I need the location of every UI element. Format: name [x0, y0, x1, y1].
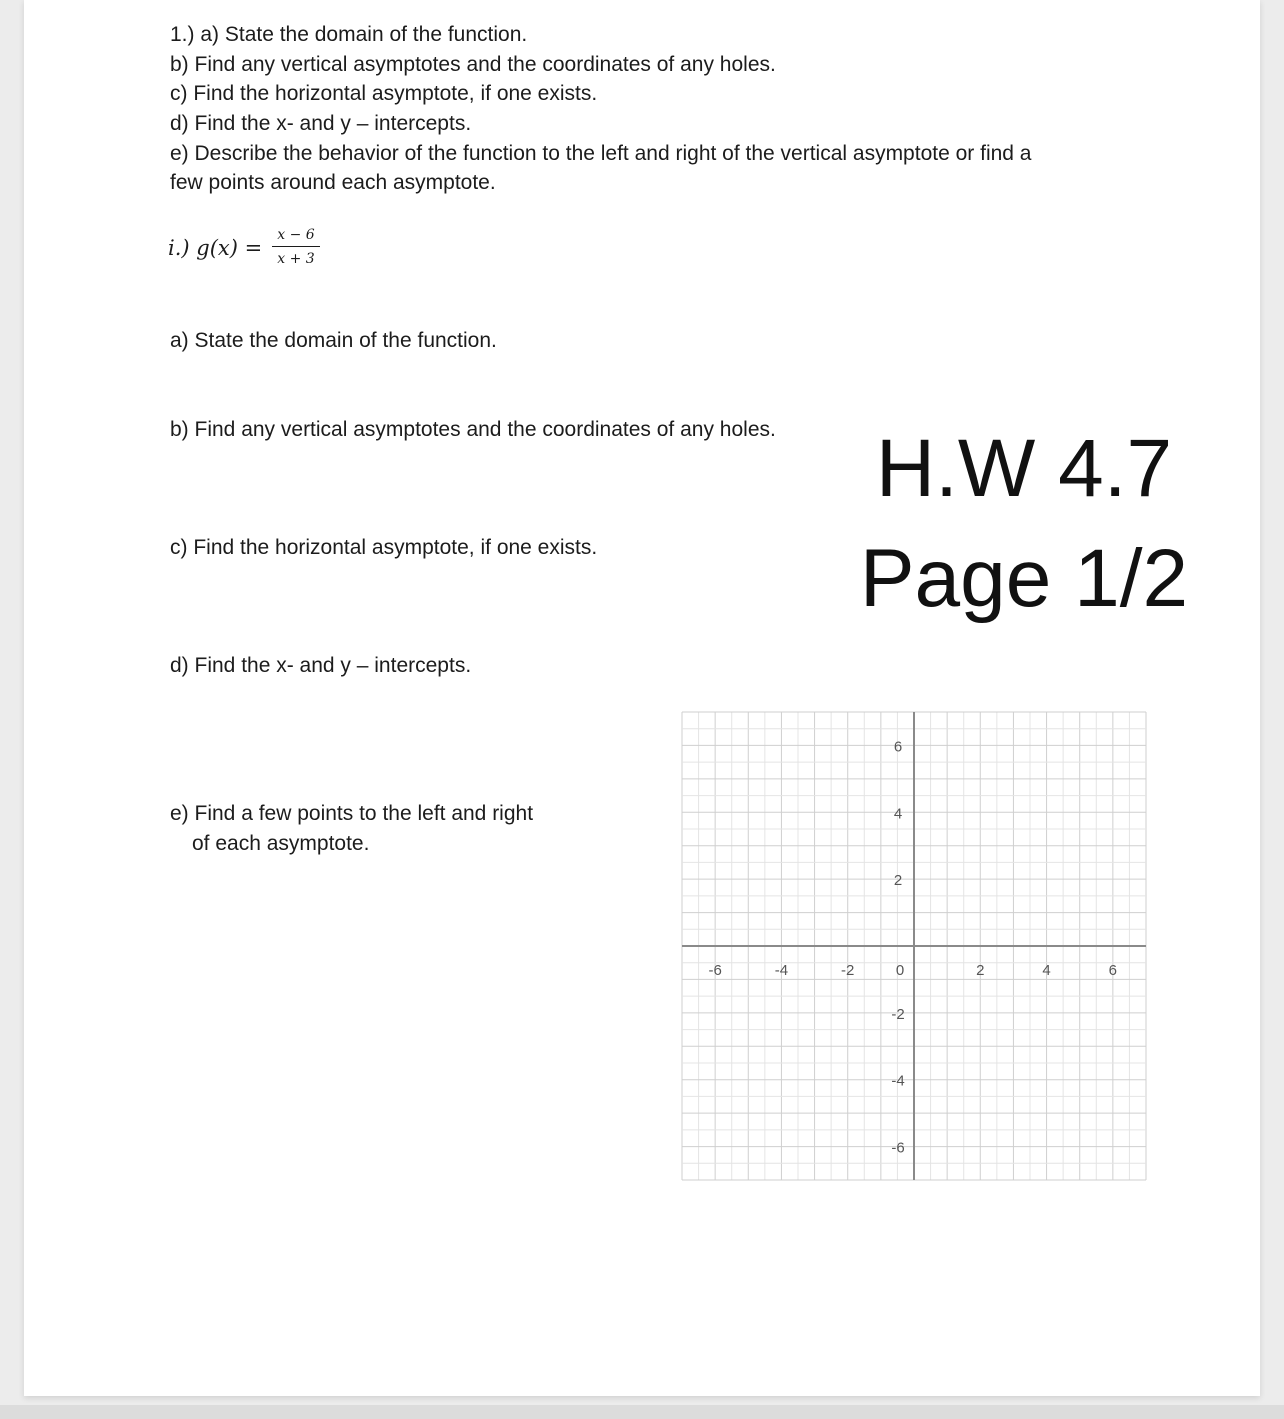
- function-fraction: [272, 226, 320, 268]
- function-label: i.) g(x) =: [168, 236, 263, 260]
- y-tick-label: -6: [891, 1139, 905, 1157]
- fraction-bar: [272, 246, 320, 247]
- y-tick-label: 4: [893, 805, 903, 823]
- x-tick-label: -4: [774, 962, 789, 979]
- worksheet-page: [24, 0, 1260, 1396]
- fraction-numerator: x − 6: [277, 227, 315, 243]
- instruction-line-5: e) Describe the behavior of the function to the left and right of the vertical asymptote or find a: [170, 142, 1032, 165]
- part-a-prompt: a) State the domain of the function.: [170, 329, 497, 352]
- x-tick-label: 6: [1108, 962, 1118, 979]
- part-e-prompt-line2: of each asymptote.: [192, 832, 370, 855]
- x-tick-label: -6: [708, 962, 722, 979]
- y-tick-label: -2: [891, 1005, 905, 1023]
- instruction-line-1: 1.) a) State the domain of the function.: [170, 23, 528, 46]
- instruction-line-6: few points around each asymptote.: [170, 171, 496, 194]
- part-b-prompt: b) Find any vertical asymptotes and the coordinates of any holes.: [170, 418, 776, 441]
- part-d-prompt: d) Find the x- and y – intercepts.: [170, 654, 472, 677]
- x-tick-label: 4: [1042, 962, 1051, 979]
- x-tick-label: 2: [976, 962, 985, 979]
- x-tick-label: 0: [895, 962, 905, 979]
- part-c-prompt: c) Find the horizontal asymptote, if one exists.: [170, 536, 598, 559]
- instruction-line-3: c) Find the horizontal asymptote, if one exists.: [170, 82, 598, 105]
- y-tick-label: 6: [893, 738, 903, 756]
- coordinate-grid: [676, 706, 1152, 1186]
- instruction-line-2: b) Find any vertical asymptotes and the coordinates of any holes.: [170, 53, 776, 76]
- y-tick-label: 2: [893, 872, 903, 890]
- instruction-line-4: d) Find the x- and y – intercepts.: [170, 112, 472, 135]
- part-e-prompt-line1: e) Find a few points to the left and right: [170, 802, 534, 825]
- x-tick-label: -2: [841, 962, 855, 979]
- y-tick-label: -4: [891, 1072, 905, 1090]
- homework-title: H.W 4.7: [875, 423, 1173, 514]
- page-shadow-band: [0, 1405, 1284, 1419]
- fraction-denominator: x + 3: [277, 251, 315, 267]
- homework-page-number: Page 1/2: [859, 533, 1189, 624]
